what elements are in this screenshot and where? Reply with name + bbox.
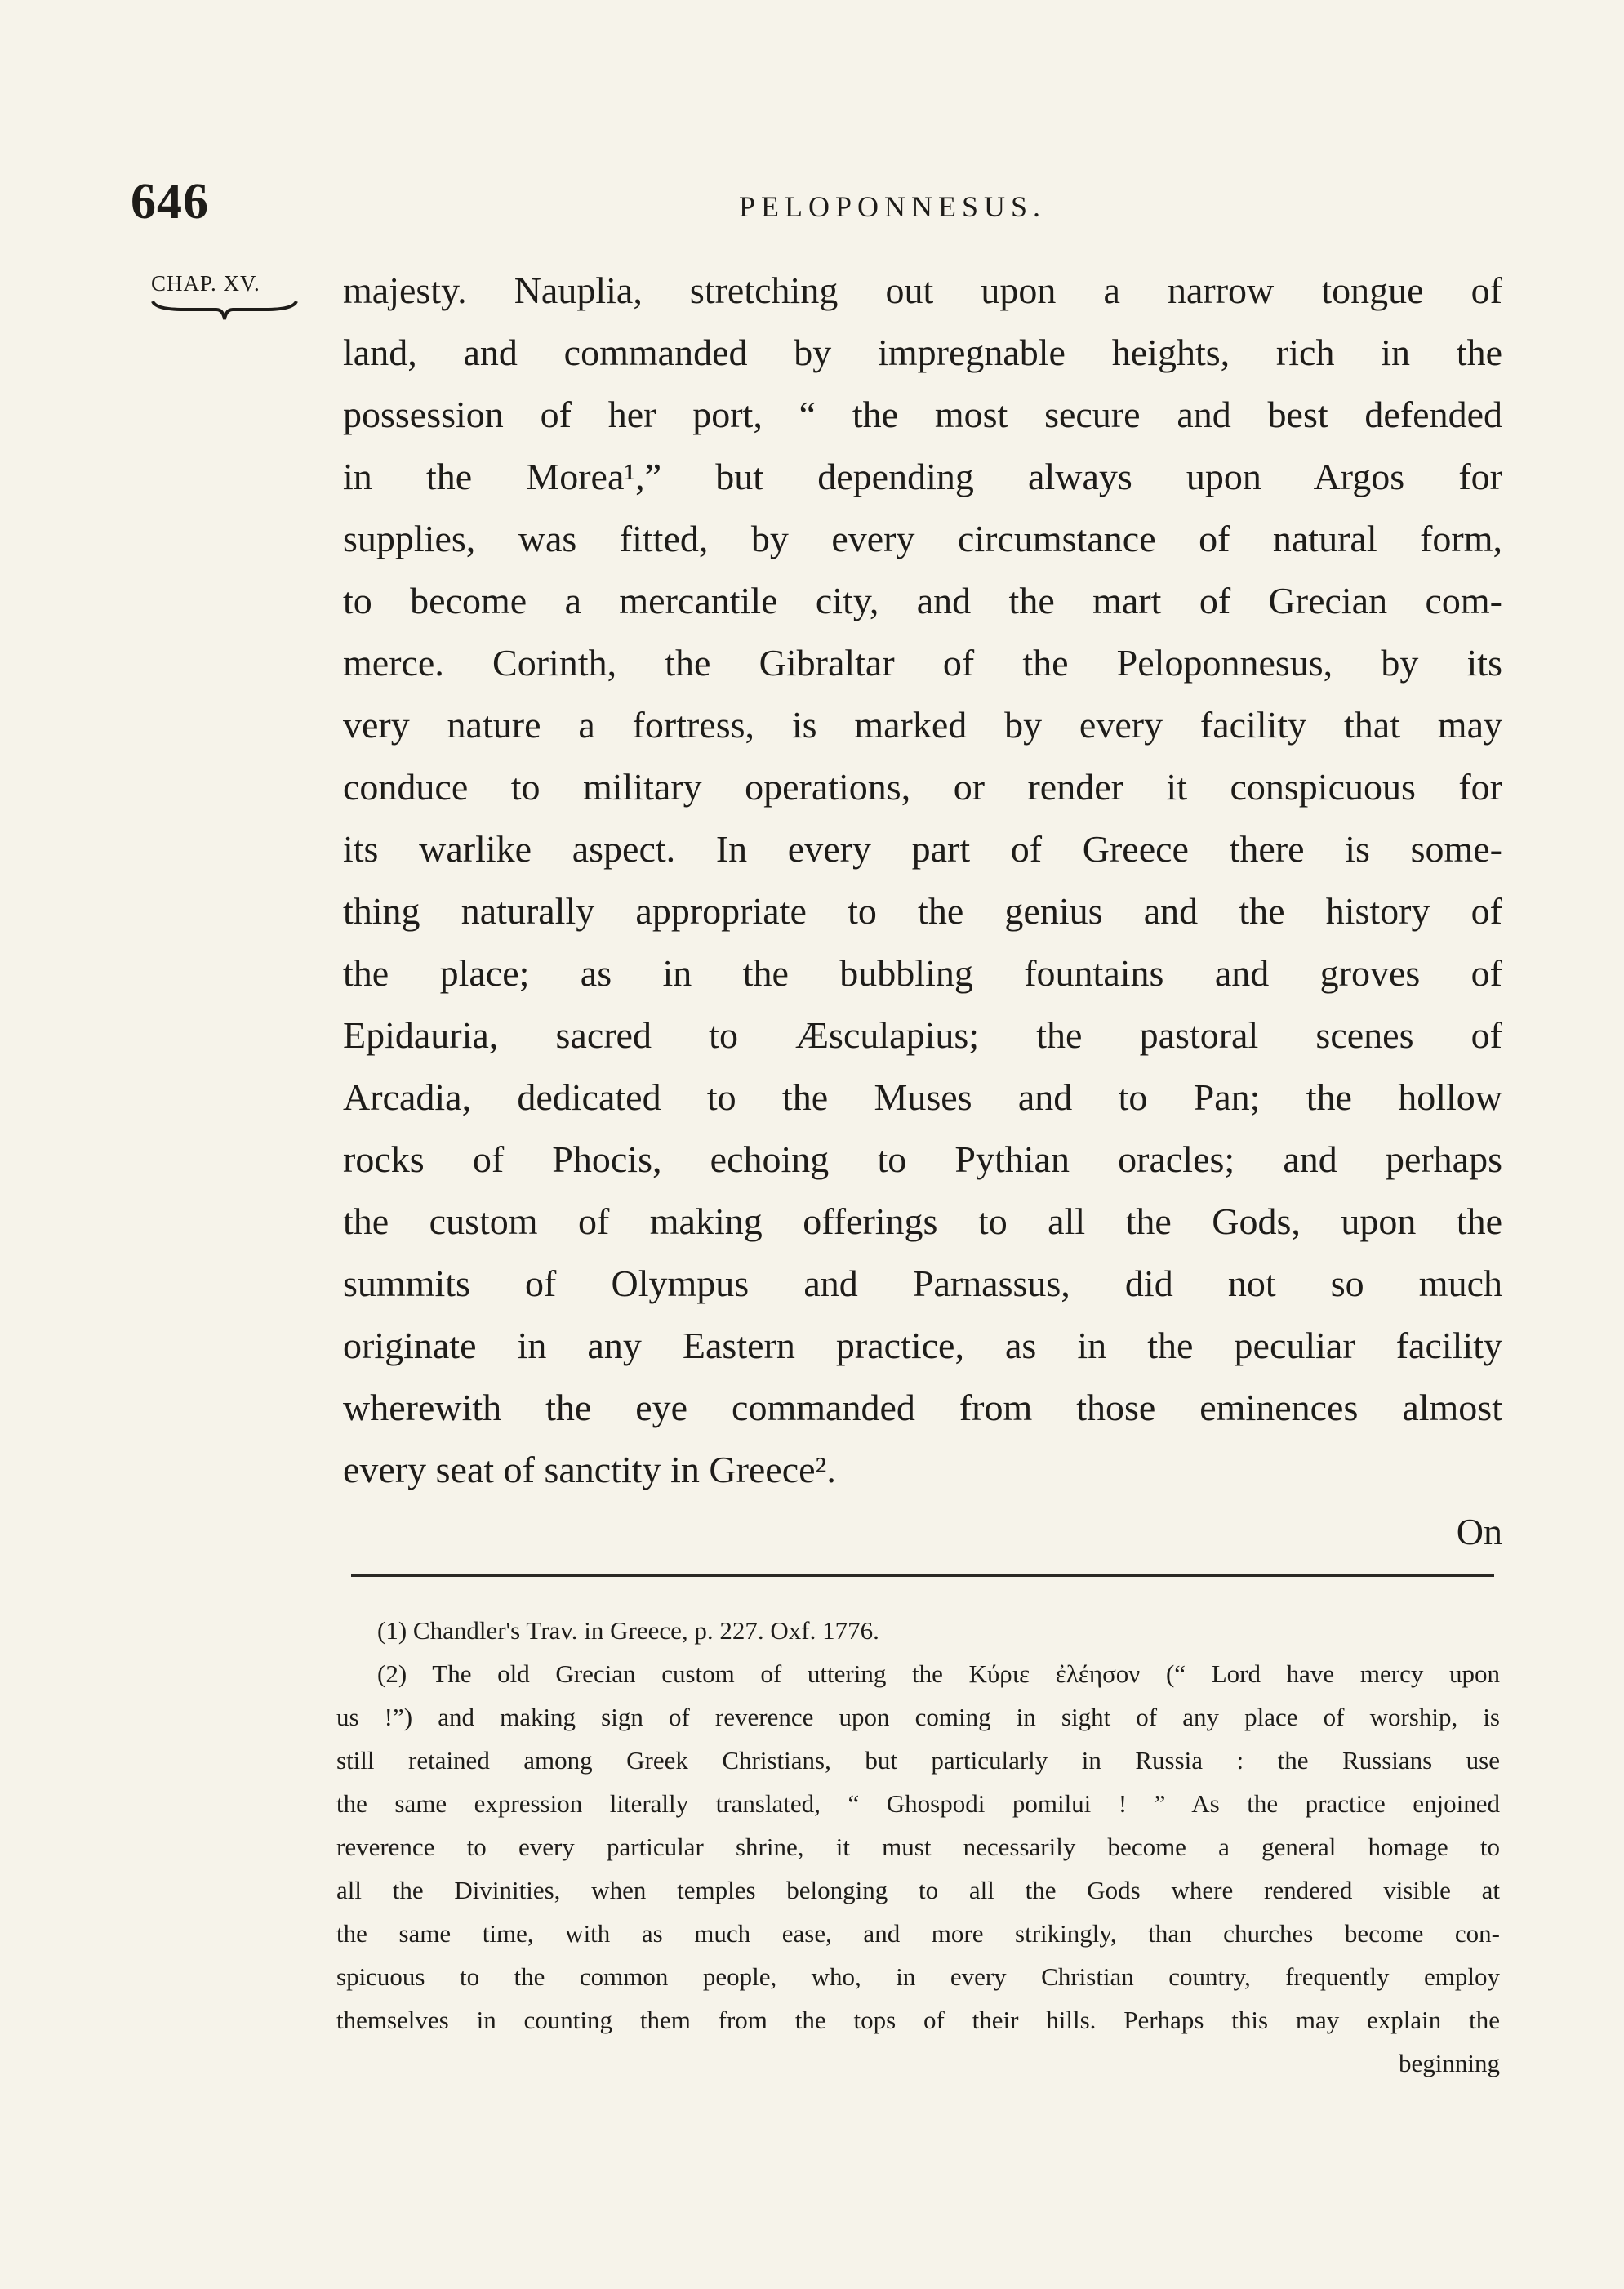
text-line: wherewith the eye commanded from those eminences almost [343, 1387, 1502, 1428]
text-line: in the Morea¹,” but depending always upon Argos for [343, 456, 1502, 497]
catchword: On [1456, 1511, 1502, 1552]
footnote-2-line: the same time, with as much ease, and more strikingly, than churches become con- [336, 1919, 1500, 1948]
footnote-1: (1) Chandler's Trav. in Greece, p. 227. Oxf. 1776. [377, 1616, 879, 1645]
running-head: PELOPONNESUS. [739, 190, 1047, 223]
page-number: 646 [131, 174, 209, 229]
text-line: land, and commanded by impregnable heights, rich in the [343, 332, 1502, 373]
footnote-2-line: the same expression literally translated, “ Ghospodi pomilui ! ” As the practice enjoined [336, 1789, 1500, 1818]
text-line: to become a mercantile city, and the mart of Grecian com- [343, 580, 1502, 621]
footnote-2-line: us !”) and making sign of reverence upon coming in sight of any place of worship, is [336, 1703, 1500, 1731]
chapter-label: CHAP. XV. [151, 271, 260, 296]
text-line: rocks of Phocis, echoing to Pythian oracles; and perhaps [343, 1138, 1502, 1180]
text-line: Epidauria, sacred to Æsculapius; the pastoral scenes of [343, 1014, 1502, 1056]
footnote-rule [351, 1574, 1494, 1577]
footnote-catchword: beginning [1399, 2049, 1500, 2077]
text-line: Arcadia, dedicated to the Muses and to Pan; the hollow [343, 1076, 1502, 1118]
text-line: thing naturally appropriate to the genius and the history of [343, 890, 1502, 932]
text-line: the place; as in the bubbling fountains and groves of [343, 952, 1502, 994]
footnote-2-line: spicuous to the common people, who, in every Christian country, frequently employ [336, 1962, 1500, 1991]
text-line: the custom of making offerings to all the Gods, upon the [343, 1200, 1502, 1242]
text-line: supplies, was fitted, by every circumstance of natural form, [343, 518, 1502, 559]
footnote-2-line: still retained among Greek Christians, but particularly in Russia : the Russians use [336, 1746, 1500, 1775]
footnote-2-line: themselves in counting them from the tops of their hills. Perhaps this may explain the [336, 2006, 1500, 2034]
text-line: summits of Olympus and Parnassus, did not so much [343, 1263, 1502, 1304]
footnote-2-line: reverence to every particular shrine, it must necessarily become a general homage to [336, 1833, 1500, 1861]
text-line: merce. Corinth, the Gibraltar of the Peloponnesus, by its [343, 642, 1502, 684]
footnote-2-line: (2) The old Grecian custom of uttering the Κύριε ἐλέησον (“ Lord have mercy upon [377, 1659, 1500, 1688]
text-line: possession of her port, “ the most secure and best defended [343, 394, 1502, 435]
text-line: very nature a fortress, is marked by every facility that may [343, 704, 1502, 746]
text-line: majesty. Nauplia, stretching out upon a narrow tongue of [343, 269, 1502, 311]
text-line: every seat of sanctity in Greece². [343, 1449, 836, 1490]
chapter-marginal-note [151, 271, 298, 323]
main-text [343, 260, 1502, 1563]
brace-icon [151, 298, 298, 323]
text-line: its warlike aspect. In every part of Greece there is some- [343, 828, 1502, 870]
text-line: conduce to military operations, or render it conspicuous for [343, 766, 1502, 808]
text-line: originate in any Eastern practice, as in the peculiar facility [343, 1325, 1502, 1366]
footnote-2-line: all the Divinities, when temples belonging to all the Gods where rendered visible at [336, 1876, 1500, 1904]
footnotes [336, 1609, 1500, 2085]
